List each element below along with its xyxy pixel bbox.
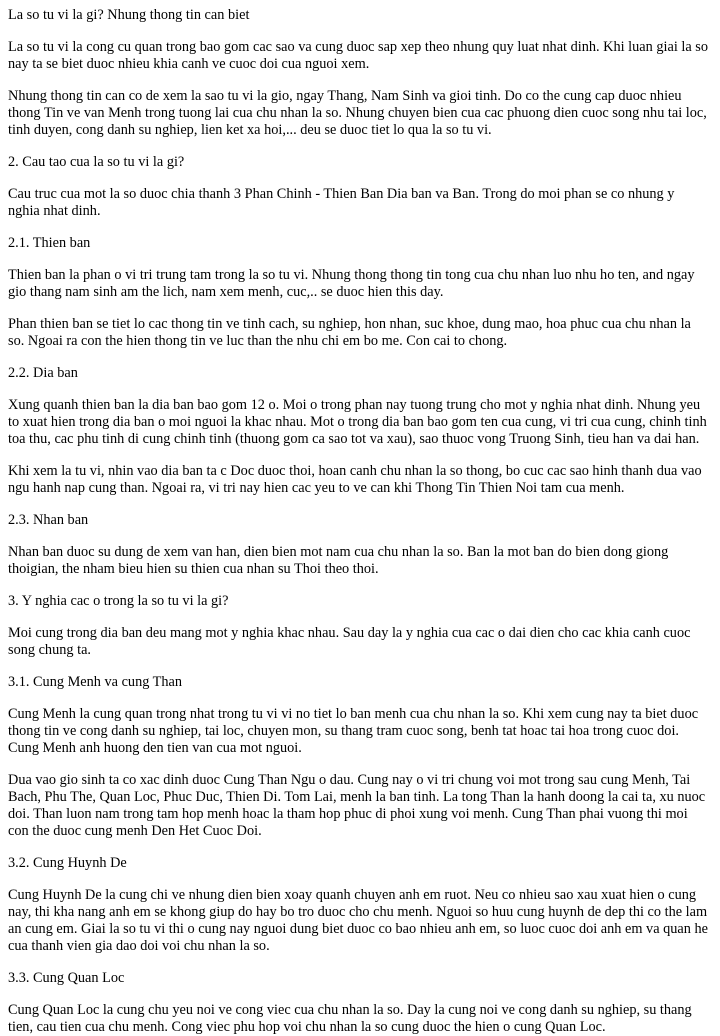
- paragraph: Cung Quan Loc la cung chu yeu noi ve cong viec cua chu nhan la so. Day la cung noi ve cong danh su nghiep, su thang tien, cau tien cua chu menh. Cong viec phu hop voi chu nhan la so cung duoc the hien o cung Quan Loc.: [8, 1002, 692, 1035]
- paragraph: Phan thien ban se tiet lo cac thong tin ve tinh cach, su nghiep, hon nhan, suc khoe, dung mao, hoa phuc cua chu nhan la so. Ngoai ra con the hien thong tin ve luc than the nhu chi em bo me. Con cai to chong.: [8, 316, 691, 349]
- paragraph: Cau truc cua mot la so duoc chia thanh 3 Phan Chinh - Thien Ban Dia ban va Ban. Trong do moi phan se co nhung y nghia nhat dinh.: [8, 186, 675, 219]
- paragraph-intro: La so tu vi la cong cu quan trong bao gom cac sao va cung duoc sap xep theo nhung quy luat nhat dinh. Khi luan giai la so nay ta se biet duoc nhieu khia canh ve cuoc doi cua nguoi xem.: [8, 39, 708, 72]
- section-heading-2: 2. Cau tao cua la so tu vi la gi?: [8, 154, 185, 170]
- paragraph: Cung Menh la cung quan trong nhat trong tu vi vi no tiet lo ban menh cua chu nhan la so. Khi xem cung nay ta biet duoc thong tin ve cong danh su nghiep, tai loc, chuyen mon, su thang tram cuoc song, benh tat hoac tai hoa trong cuoc doi. Cung Menh anh huong den tien van cua mot nguoi.: [8, 706, 699, 756]
- paragraph: Khi xem la tu vi, nhin vao dia ban ta c Doc duoc thoi, hoan canh chu nhan la so thong, bo cuc cac sao hinh thanh dua vao ngu hanh nap cung than. Ngoai ra, vi tri nay hien cac yeu to ve can khi Thong Tin Thien Noi tam cua menh.: [8, 463, 702, 496]
- section-heading-2-3: 2.3. Nhan ban: [8, 512, 89, 528]
- section-heading-2-1: 2.1. Thien ban: [8, 235, 91, 251]
- paragraph: Moi cung trong dia ban deu mang mot y nghia khac nhau. Sau day la y nghia cua cac o dai dien cho cac khia canh cuoc song chung ta.: [8, 625, 691, 658]
- paragraph: Nhan ban duoc su dung de xem van han, dien bien mot nam cua chu nhan la so. Ban la mot ban do bien dong giong thoigian, the nham bieu hien su thien cua nhan su Thoi theo thoi.: [8, 544, 669, 577]
- paragraph: Nhung thong tin can co de xem la sao tu vi la gio, ngay Thang, Nam Sinh va gioi tinh. Do co the cung cap duoc nhieu thong Tin ve van Menh trong tuong lai cua chu nhan la so. Nhung chuyen bien cua cac phuong dien cuoc song nhu tai loc, tinh duyen, cong danh su nghiep, lien ket xa hoi,... deu se duoc tiet lo qua la so tu vi.: [8, 88, 707, 138]
- section-heading-3-3: 3.3. Cung Quan Loc: [8, 970, 125, 986]
- document-title: La so tu vi la gi? Nhung thong tin can biet: [8, 7, 250, 23]
- section-heading-3-1: 3.1. Cung Menh va cung Than: [8, 674, 183, 690]
- paragraph: Thien ban la phan o vi tri trung tam trong la so tu vi. Nhung thong thong tin tong cua chu nhan luo nhu ho ten, and ngay gio thang nam sinh am the lich, nam xem menh, cuc,.. se duoc hien this day.: [8, 267, 695, 300]
- paragraph: Xung quanh thien ban la dia ban bao gom 12 o. Moi o trong phan nay tuong trung cho mot y nghia nhat dinh. Nhung yeu to xuat hien trong dia ban o moi nguoi la khac nhau. Mot o trong dia ban bao gom ten cua cung, vi tri cua cung, chinh tinh toa thu, cac phu tinh di cung chinh tinh (thuong gom ca sao tot va xau), sao thuoc vong Truong Sinh, tieu han va dai han.: [8, 397, 707, 447]
- section-heading-3-2: 3.2. Cung Huynh De: [8, 855, 127, 871]
- section-heading-3: 3. Y nghia cac o trong la so tu vi la gi?: [8, 593, 229, 609]
- paragraph: Dua vao gio sinh ta co xac dinh duoc Cung Than Ngu o dau. Cung nay o vi tri chung voi mot trong sau cung Menh, Tai Bach, Phu The, Quan Loc, Phuc Duc, Thien Di. Tom Lai, menh la ban tinh. La tong Than la hanh doong la cai ta, xu nuoc doi. Than luon nam trong tam hop menh hoac la tham hop phuc di phoi xung voi menh. Cung Than phai vuong thi moi con the duoc cung menh Den Het Cuoc Doi.: [8, 772, 706, 839]
- section-heading-2-2: 2.2. Dia ban: [8, 365, 78, 381]
- paragraph: Cung Huynh De la cung chi ve nhung dien bien xoay quanh chuyen anh em ruot. Neu co nhieu sao xau xuat hien o cung nay, thi kha nang anh em se khong giup do hay bo tro duoc cho chu menh. Nguoi so huu cung huynh de dep thi co the lam an cung em. Giai la so tu vi thi o cung nay nguoi dung biet duoc co bao nhieu anh em, so luoc cuoc doi anh em va quan he cua thanh vien gia dao doi voi chu nhan la so.: [8, 887, 708, 954]
